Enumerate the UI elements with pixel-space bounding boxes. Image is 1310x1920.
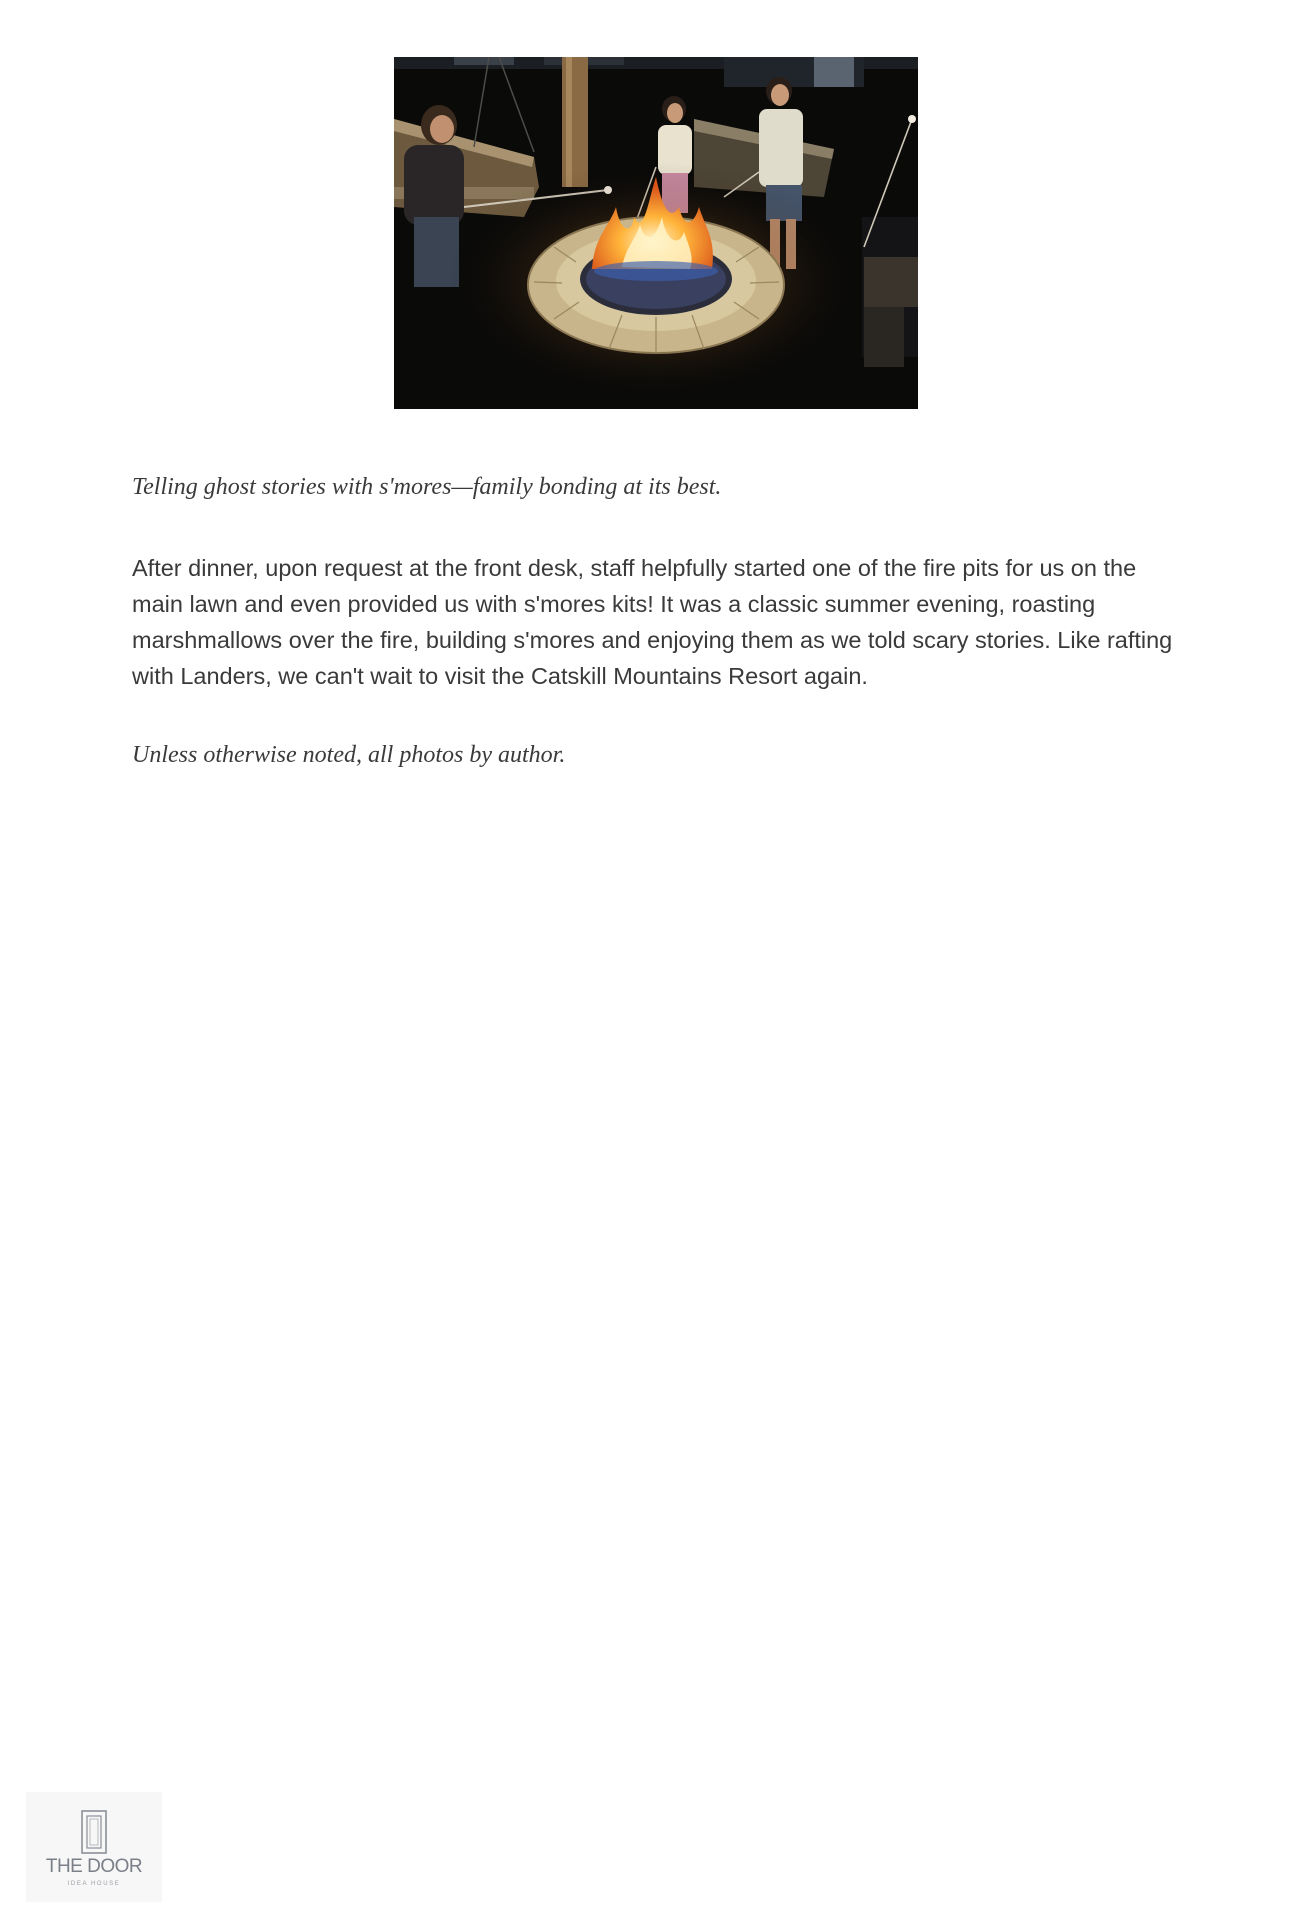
the-door-logo xyxy=(26,1792,162,1902)
fire-pit-photo xyxy=(394,57,918,409)
door-icon xyxy=(81,1810,107,1854)
logo-subtitle: IDEA HOUSE xyxy=(67,1881,121,1887)
article-paragraph: After dinner, upon request at the front desk, staff helpfully started one of the fire pits for us on the main lawn and even provided us with s'mores kits! It was a classic summer evening, roasting marshmallows over the fire, building s'mores and enjoying them as we told scary stories. Like rafting with Landers, we can't wait to visit the Catskill Mountains Resort again. xyxy=(132,555,1173,689)
logo-name: THE DOOR xyxy=(45,1856,143,1877)
photo-credit: Unless otherwise noted, all photos by author. xyxy=(132,742,566,768)
photo-caption: Telling ghost stories with s'mores—family bonding at its best. xyxy=(132,474,722,500)
